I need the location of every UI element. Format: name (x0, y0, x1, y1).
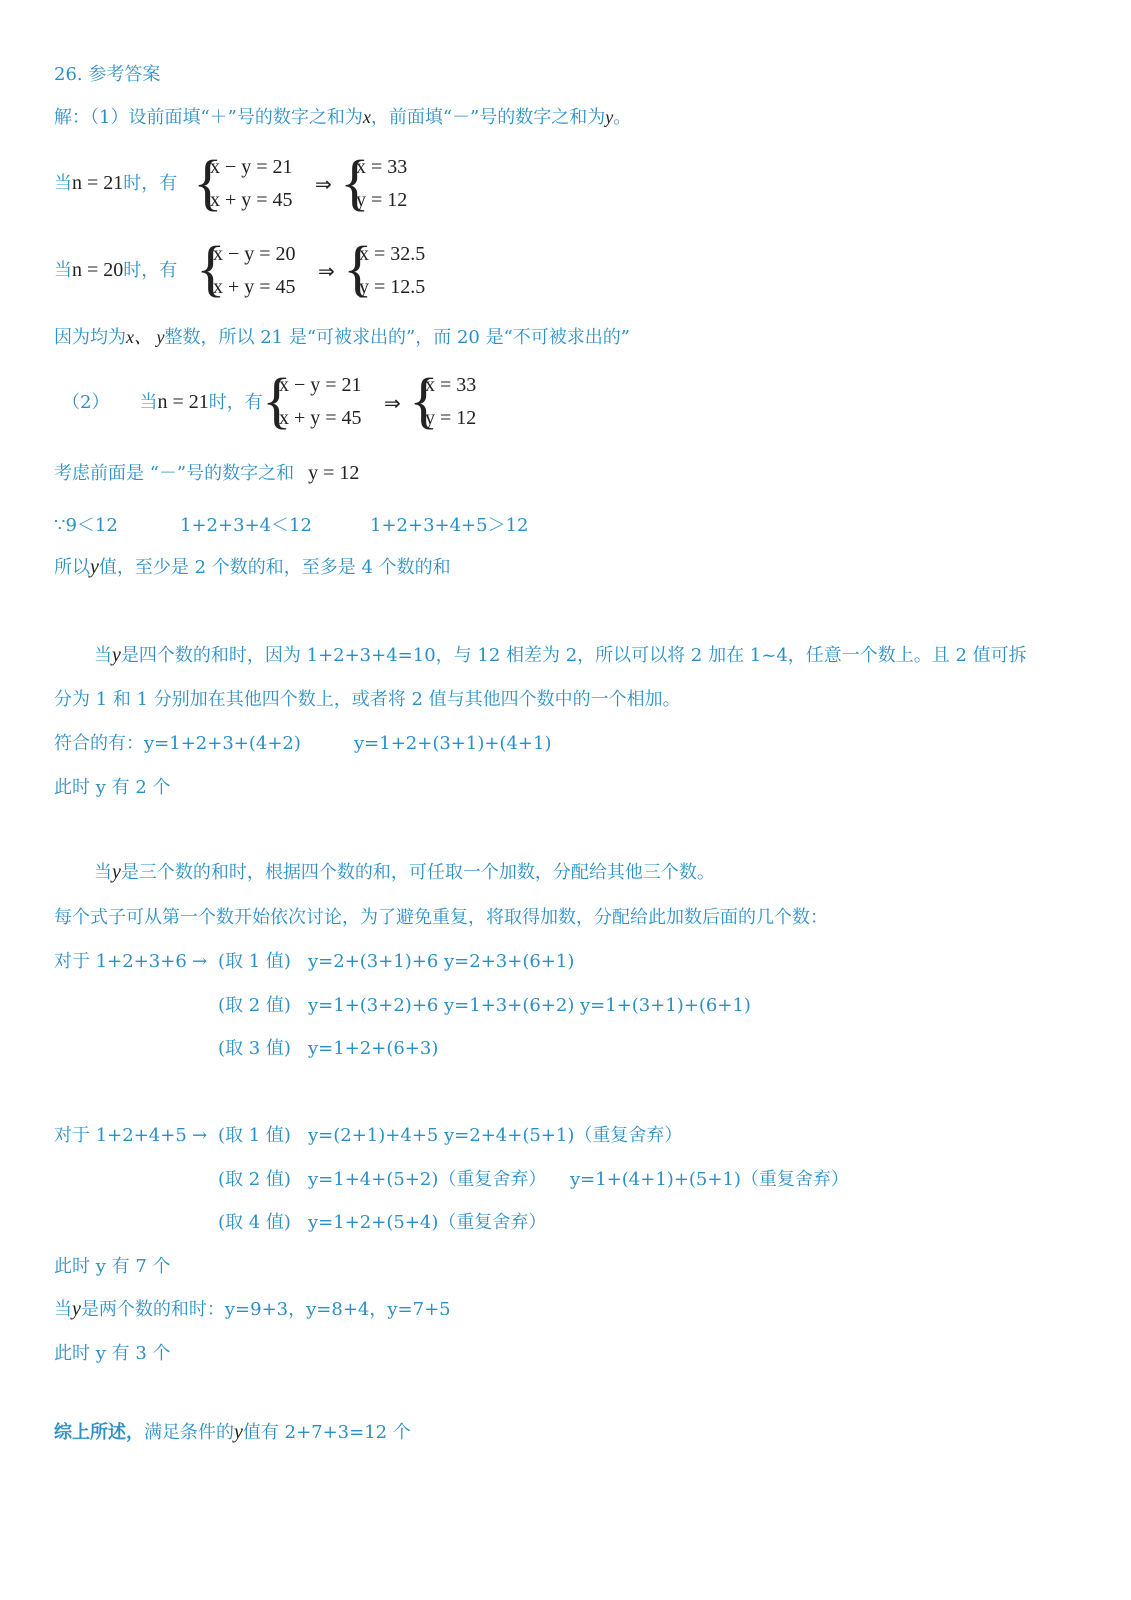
tag: (取 3 值) (218, 1038, 291, 1059)
right-brace: { (343, 235, 373, 303)
left-brace: { (262, 367, 292, 435)
three-line-2: 每个式子可从第一个数开始依次讨论，为了避免重复，将取得加数，分配给此加数后面的几个数： (54, 907, 828, 928)
result-2: y = 12.5 (359, 276, 426, 298)
implies-arrow-icon: ⇒ (315, 172, 332, 196)
so-y-line (54, 556, 451, 579)
expr: y=(2+1)+4+5 (308, 1125, 439, 1146)
arrow-icon: → (192, 951, 208, 972)
left-brace: { (193, 149, 223, 217)
var-y: y (112, 861, 121, 883)
right-brace: { (409, 367, 439, 435)
case-label: 当 (54, 260, 72, 281)
case-n: n = 21 (157, 391, 209, 413)
right-brace: { (340, 149, 370, 217)
tag: (取 1 值) (218, 951, 291, 972)
expr: y=2+3+(6+1) (444, 951, 575, 972)
two-count: 此时 y 有 3 个 (54, 1343, 171, 1364)
text: 当 (94, 645, 112, 666)
expr: y=1+(4+1)+(5+1)（重复舍弃） (570, 1169, 849, 1190)
var-y: y (112, 644, 121, 666)
conclusion-text-end: 整数，所以 21 是“可被求出的”，而 20 是“不可被求出的” (164, 327, 630, 348)
case-n: n = 20 (72, 259, 124, 281)
expr: y=1+2+(6+3) (308, 1038, 439, 1059)
four-count: 此时 y 有 2 个 (54, 777, 171, 798)
conclusion-line (54, 326, 630, 349)
expr: y=1+4+(5+2)（重复舍弃） (308, 1169, 547, 1190)
text: 满足条件的 (144, 1422, 234, 1443)
expr: y=1+(3+1)+(6+1) (580, 995, 751, 1016)
var-y: y (605, 107, 614, 127)
text: 是两个数的和时：y=9+3，y=8+4，y=7+5 (80, 1299, 451, 1320)
equation-1: x − y = 21 (279, 374, 362, 396)
page-title: 26. 参考答案 (54, 64, 161, 85)
summary-lead: 综上所述， (54, 1422, 144, 1443)
expr: y=2+4+(5+1)（重复舍弃） (444, 1125, 683, 1146)
conclusion-text: 因为均为 (54, 327, 126, 348)
three-line-1 (94, 861, 715, 884)
consider-text: 考虑前面是 “－”号的数字之和 (54, 463, 295, 484)
result-1: x = 32.5 (359, 243, 426, 265)
case-label: 当 (139, 392, 158, 413)
summary-line (54, 1421, 411, 1444)
tag: (取 2 值) (218, 995, 291, 1016)
expr: y=1+2+(5+4)（重复舍弃） (308, 1212, 547, 1233)
equation-2: x + y = 45 (213, 276, 296, 298)
text: 是四个数的和时，因为 1+2+3+4=10，与 12 相差为 2，所以可以将 2 加在 1~4，任意一个数上。且 2 值可拆 (120, 645, 1027, 666)
four-line-3b: y=1+2+(3+1)+(4+1) (354, 733, 552, 754)
expr: y=1+3+(6+2) (444, 995, 575, 1016)
since-c: 1+2+3+4+5＞12 (370, 515, 529, 536)
expr: y=2+(3+1)+6 (308, 951, 439, 972)
so-text: 所以 (54, 557, 90, 578)
case-n: n = 21 (72, 172, 124, 194)
y-value: y = 12 (308, 462, 360, 484)
implies-arrow-icon: ⇒ (318, 259, 335, 283)
equation-1: x − y = 20 (213, 243, 296, 265)
four-line-2: 分为 1 和 1 分别加在其他四个数上，或者将 2 值与其他四个数中的一个相加。 (54, 689, 681, 710)
equation-2: x + y = 45 (279, 407, 362, 429)
equation-2: x + y = 45 (210, 189, 293, 211)
equation-1: x − y = 21 (210, 156, 293, 178)
case-a-head: 对于 1+2+3+6 (54, 951, 187, 972)
text: 是三个数的和时，根据四个数的和，可任取一个加数，分配给其他三个数。 (120, 862, 715, 883)
result-1: x = 33 (425, 374, 477, 396)
var-y: y (234, 1421, 243, 1443)
case-b-head: 对于 1+2+4+5 (54, 1125, 187, 1146)
var-x: x (362, 107, 371, 127)
text: 当 (94, 862, 112, 883)
tag: (取 2 值) (218, 1169, 291, 1190)
text: 值有 2+7+3=12 个 (242, 1422, 411, 1443)
left-brace: { (196, 235, 226, 303)
intro-line (54, 106, 631, 129)
var-y: y (90, 556, 99, 578)
three-count: 此时 y 有 7 个 (54, 1256, 171, 1277)
expr: y=1+(3+2)+6 (308, 995, 439, 1016)
consider-line (54, 462, 359, 485)
case-label-post: 时，有 (208, 392, 263, 413)
result-2: y = 12 (356, 189, 408, 211)
result-2: y = 12 (425, 407, 477, 429)
tag: (取 1 值) (218, 1125, 291, 1146)
case-label-post: 时，有 (123, 260, 178, 281)
intro-text-end: 。 (613, 107, 632, 128)
so-text-end: 值，至少是 2 个数的和，至多是 4 个数的和 (98, 557, 451, 578)
implies-arrow-icon: ⇒ (384, 391, 401, 415)
var-xy: x、 y (126, 327, 165, 347)
case-label-post: 时，有 (123, 173, 178, 194)
part-label: （2） (62, 392, 110, 413)
four-line-1 (94, 644, 1027, 667)
var-y: y (72, 1298, 81, 1320)
result-1: x = 33 (356, 156, 408, 178)
case-label: 当 (54, 173, 72, 194)
intro-text: 解：（1）设前面填“＋”号的数字之和为 (54, 107, 363, 128)
arrow-icon: → (192, 1125, 208, 1146)
since-a: ∵9＜12 (54, 515, 118, 536)
two-line (54, 1298, 451, 1321)
four-line-3a: 符合的有：y=1+2+3+(4+2) (54, 733, 301, 754)
intro-text-mid: ，前面填“－”号的数字之和为 (370, 107, 606, 128)
tag: (取 4 值) (218, 1212, 291, 1233)
text: 当 (54, 1299, 72, 1320)
since-b: 1+2+3+4＜12 (180, 515, 312, 536)
